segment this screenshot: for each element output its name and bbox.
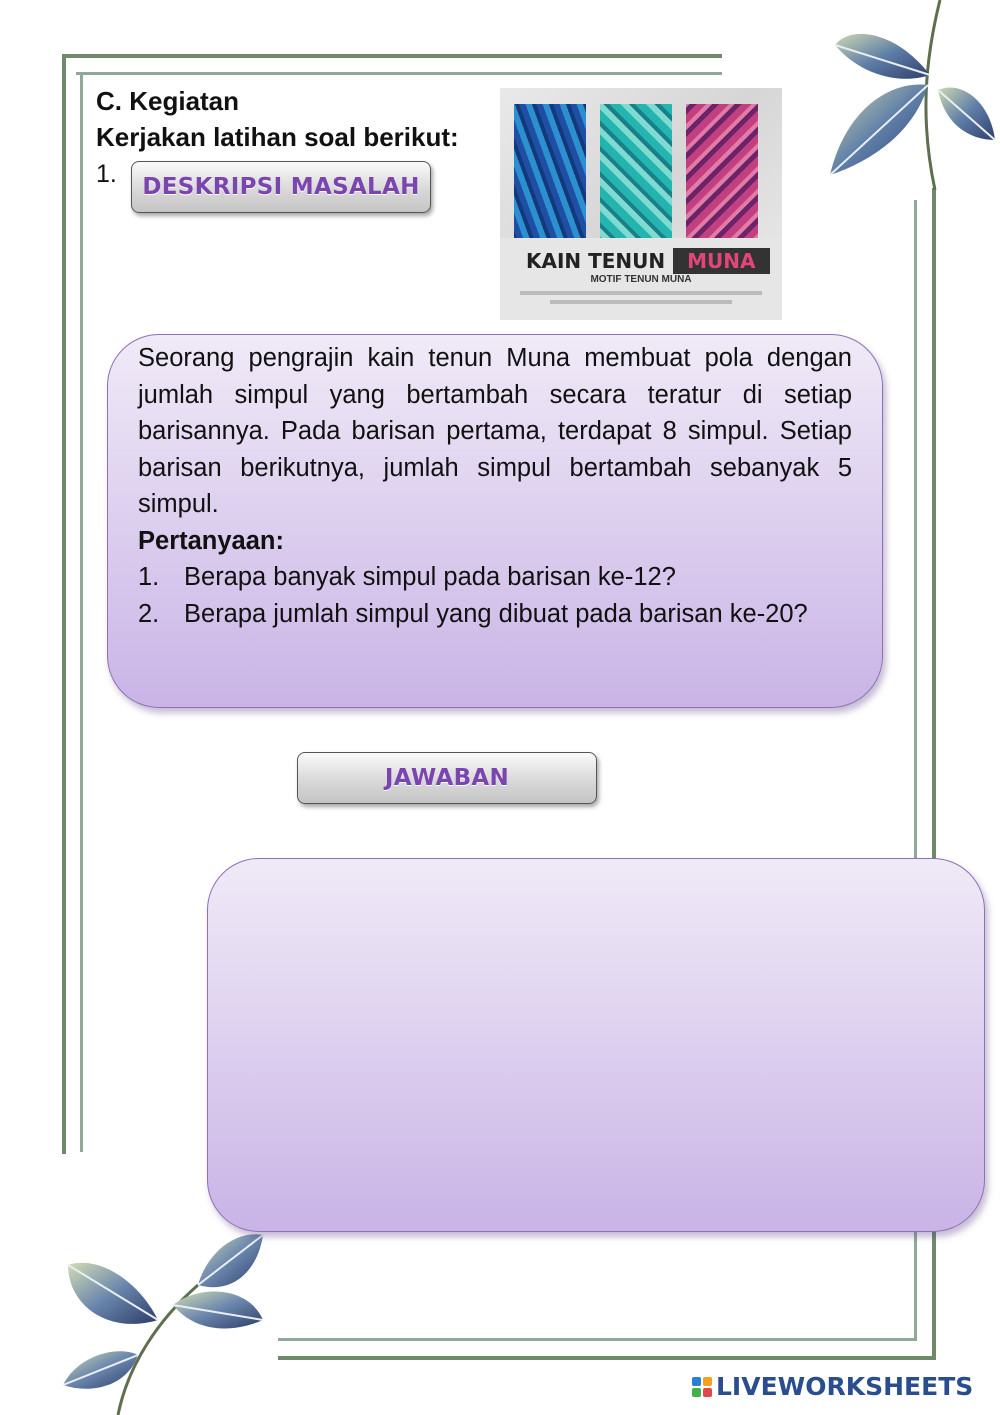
kain-tenun-photo: [500, 88, 782, 320]
photo-fine-print: [520, 291, 762, 295]
photo-title-plain: KAIN TENUN: [526, 249, 666, 273]
question-text: Berapa jumlah simpul yang dibuat pada barisan ke-20?: [184, 599, 808, 628]
frame-line-left-inner: [80, 72, 83, 1152]
question-item: [138, 559, 852, 596]
brand-text: LIVEWORKSHEETS: [716, 1372, 974, 1401]
section-title: C. Kegiatan: [96, 86, 240, 116]
photo-title-highlight: MUNA: [673, 248, 769, 274]
photo-subtitle: MOTIF TENUN MUNA: [590, 274, 692, 285]
problem-description: Seorang pengrajin kain tenun Muna membuat pola dengan jumlah simpul yang bertambah secara teratur di setiap barisannya. Pada barisan pertama, terdapat 8 simpul. Setiap barisan berikutnya, jumlah simpul bertambah sebanyak 5 simpul.: [138, 344, 852, 518]
questions-list: [138, 559, 852, 632]
instruction-text: Kerjakan latihan soal berikut:: [96, 122, 459, 152]
problem-content: [138, 340, 852, 632]
answer-button[interactable]: JAWABAN: [297, 752, 597, 804]
question-item: [138, 596, 852, 633]
leaf-decoration-bottom-icon: [48, 1225, 278, 1415]
frame-line-bottom-outer: [278, 1356, 936, 1360]
brand-mark-icon: [692, 1377, 712, 1397]
problem-description-button[interactable]: DESKRIPSI MASALAH: [131, 161, 431, 213]
question-number: 1.: [138, 563, 160, 591]
frame-line-left-outer: [62, 54, 66, 1154]
photo-fine-print-2: [550, 300, 732, 304]
question-text: Berapa banyak simpul pada barisan ke-12?: [184, 563, 676, 591]
liveworksheets-logo: [692, 1372, 973, 1401]
leaf-decoration-top-icon: [800, 0, 1000, 190]
frame-line-top-inner: [76, 72, 722, 75]
frame-line-top-outer: [62, 54, 722, 58]
answer-box[interactable]: [207, 858, 985, 1232]
item-number: 1.: [96, 160, 117, 188]
photo-title: [526, 248, 770, 274]
question-number: 2.: [138, 599, 160, 628]
questions-heading: Pertanyaan:: [138, 526, 284, 555]
frame-line-bottom-inner: [278, 1338, 917, 1341]
